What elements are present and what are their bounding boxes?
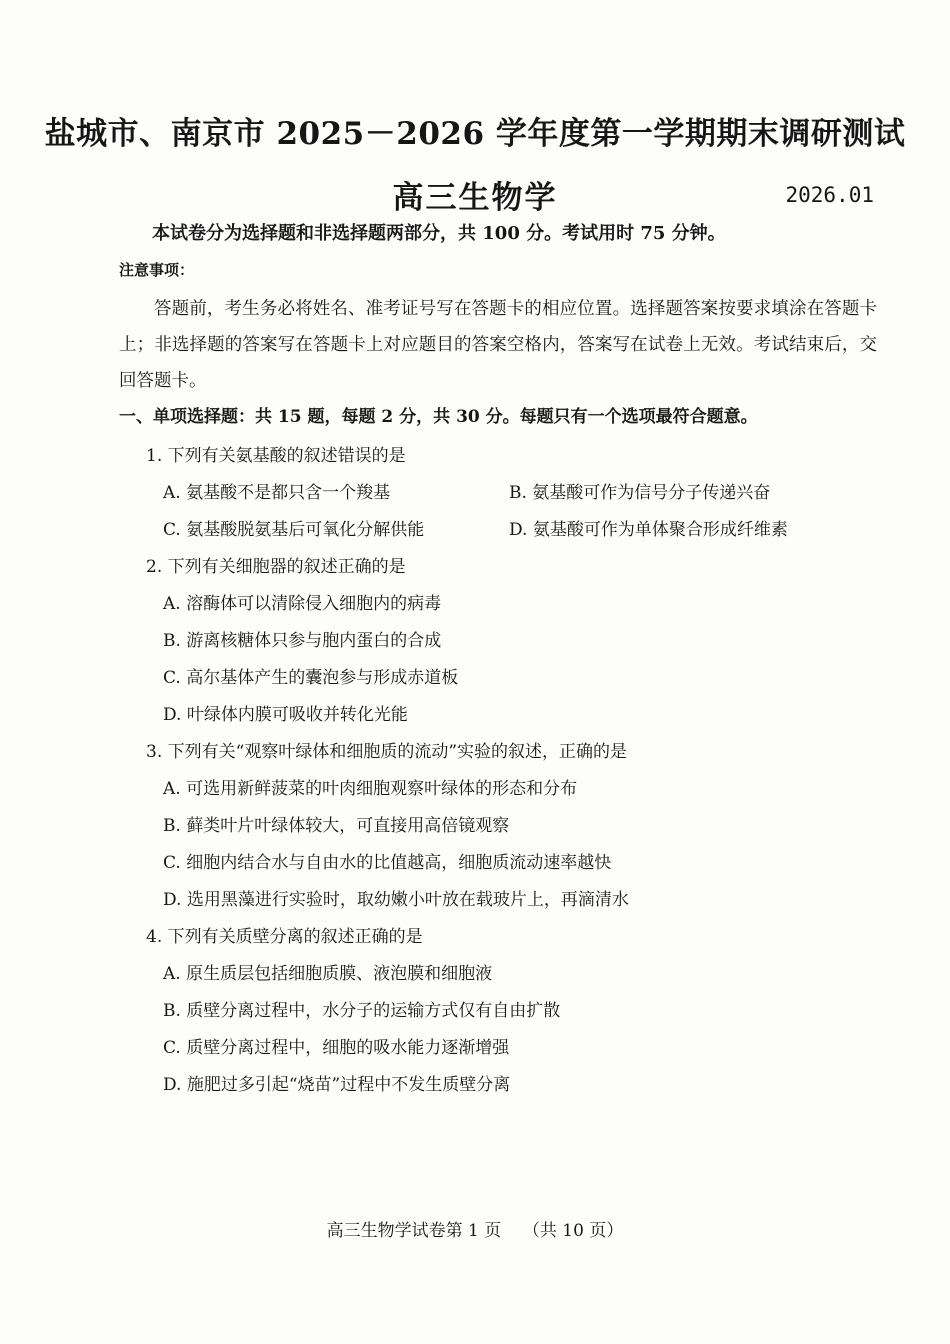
question-1-option-b: B. 氨基酸可作为信号分子传递兴奋 xyxy=(509,483,771,503)
question-3-option-b: B. 藓类叶片叶绿体较大，可直接用高倍镜观察 xyxy=(163,816,510,836)
question-4-option-b: B. 质壁分离过程中，水分子的运输方式仅有自由扩散 xyxy=(163,1001,561,1021)
question-2-option-c: C. 高尔基体产生的囊泡参与形成赤道板 xyxy=(163,668,459,688)
question-2-option-b: B. 游离核糖体只参与胞内蛋白的合成 xyxy=(163,631,442,651)
question-3-option-a: A. 可选用新鲜菠菜的叶肉细胞观察叶绿体的形态和分布 xyxy=(163,779,578,799)
question-4-option-a: A. 原生质层包括细胞质膜、液泡膜和细胞液 xyxy=(163,964,493,984)
question-1-option-c: C. 氨基酸脱氨基后可氧化分解供能 xyxy=(163,520,425,540)
exam-date: 2026.01 xyxy=(785,183,874,207)
question-4-stem: 4. 下列有关质壁分离的叙述正确的是 xyxy=(146,927,423,947)
page-footer: 高三生物学试卷第 1 页 （共 10 页） xyxy=(326,1221,624,1241)
question-3-stem: 3. 下列有关“观察叶绿体和细胞质的流动”实验的叙述，正确的是 xyxy=(146,742,628,762)
question-1-stem: 1. 下列有关氨基酸的叙述错误的是 xyxy=(146,446,406,466)
question-1-option-a: A. 氨基酸不是都只含一个羧基 xyxy=(163,483,391,503)
question-3-option-c: C. 细胞内结合水与自由水的比值越高，细胞质流动速率越快 xyxy=(163,853,612,873)
notice-body: 答题前，考生务必将姓名、准考证号写在答题卡的相应位置。选择题答案按要求填涂在答题卡上；非选择题的答案写在答题卡上对应题目的答案空格内，答案写在试卷上无效。考试结束后，交回答题卡。 xyxy=(119,299,877,391)
section-heading: 一、单项选择题：共 15 题，每题 2 分，共 30 分。每题只有一个选项最符合题意。 xyxy=(119,407,758,427)
question-2-option-a: A. 溶酶体可以清除侵入细胞内的病毒 xyxy=(163,594,442,614)
question-1-option-d: D. 氨基酸可作为单体聚合形成纤维素 xyxy=(509,520,788,540)
question-2-stem: 2. 下列有关细胞器的叙述正确的是 xyxy=(146,557,406,577)
notice-heading: 注意事项： xyxy=(119,261,195,279)
exam-title: 盐城市、南京市 2025－2026 学年度第一学期期末调研测试 xyxy=(44,116,906,152)
question-3-option-d: D. 选用黑藻进行实验时，取幼嫩小叶放在载玻片上，再滴清水 xyxy=(163,890,629,910)
question-4-option-d: D. 施肥过多引起“烧苗”过程中不发生质壁分离 xyxy=(163,1075,511,1095)
exam-intro: 本试卷分为选择题和非选择题两部分，共 100 分。考试用时 75 分钟。 xyxy=(152,223,726,244)
question-4-option-c: C. 质壁分离过程中，细胞的吸水能力逐渐增强 xyxy=(163,1038,510,1058)
subject-title: 高三生物学 xyxy=(392,180,558,216)
question-2-option-d: D. 叶绿体内膜可吸收并转化光能 xyxy=(163,705,408,725)
